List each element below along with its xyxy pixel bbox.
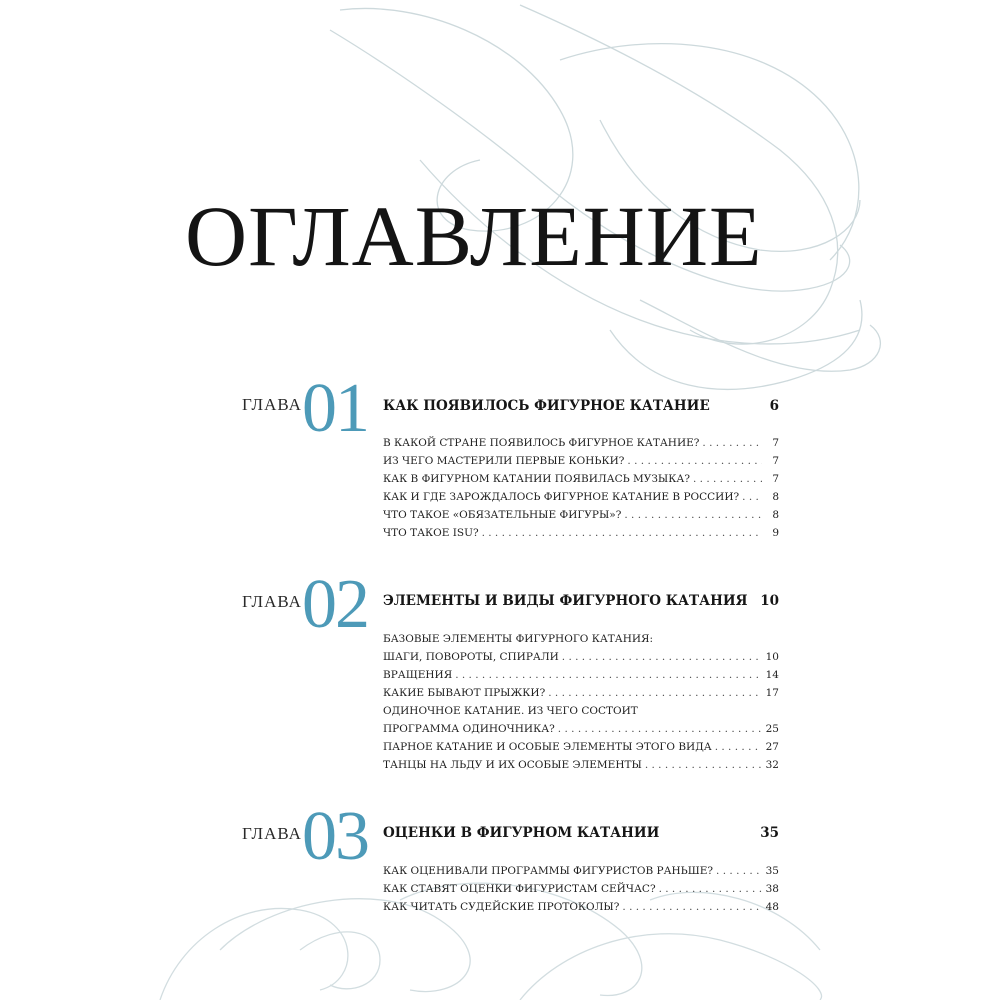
chapter-page-number: 10 (760, 593, 779, 609)
dot-leader (482, 524, 762, 542)
chapter-entries (383, 862, 779, 916)
chapter-number: 01 (302, 370, 368, 447)
toc-entry[interactable] (383, 648, 779, 666)
entry-title: КАК И ГДЕ ЗАРОЖДАЛОСЬ ФИГУРНОЕ КАТАНИЕ В РОССИИ? (383, 491, 740, 503)
entry-page: 9 (772, 527, 779, 539)
dot-leader (693, 470, 762, 488)
chapter-page-number: 35 (760, 825, 779, 841)
entry-page: 10 (765, 651, 779, 663)
chapter-title: КАК ПОЯВИЛОСЬ ФИГУРНОЕ КАТАНИЕ (383, 398, 710, 414)
dot-leader (548, 684, 762, 702)
toc-entry[interactable] (383, 738, 779, 756)
toc-entry[interactable] (383, 524, 779, 542)
toc-entry[interactable] (383, 488, 779, 506)
chapter-label: ГЛАВА (242, 592, 302, 611)
entry-page: 8 (772, 509, 779, 521)
toc-entry[interactable] (383, 470, 779, 488)
entry-title: ОДИНОЧНОЕ КАТАНИЕ. ИЗ ЧЕГО СОСТОИТ (383, 705, 638, 717)
dot-leader (455, 666, 762, 684)
entry-page: 7 (772, 455, 779, 467)
toc-entry[interactable] (383, 434, 779, 452)
toc-entry[interactable] (383, 880, 779, 898)
dot-leader (715, 738, 762, 756)
chapter-page-number: 6 (769, 398, 779, 414)
entry-title: БАЗОВЫЕ ЭЛЕМЕНТЫ ФИГУРНОГО КАТАНИЯ: (383, 633, 654, 645)
entry-page: 14 (765, 669, 779, 681)
entry-title: ИЗ ЧЕГО МАСТЕРИЛИ ПЕРВЫЕ КОНЬКИ? (383, 455, 625, 467)
toc-entry[interactable] (383, 756, 779, 774)
entry-page: 35 (765, 865, 779, 877)
chapter-heading[interactable] (383, 825, 779, 841)
dot-leader (702, 434, 762, 452)
dot-leader (659, 880, 762, 898)
chapter-number: 03 (302, 798, 368, 875)
entry-title: ПРОГРАММА ОДИНОЧНИКА? (383, 723, 555, 735)
entry-title: КАК ОЦЕНИВАЛИ ПРОГРАММЫ ФИГУРИСТОВ РАНЬШЕ? (383, 865, 714, 877)
entry-page: 48 (765, 901, 779, 913)
entry-title: ЧТО ТАКОЕ ISU? (383, 527, 479, 539)
chapter-heading[interactable] (383, 593, 779, 609)
entry-title: ШАГИ, ПОВОРОТЫ, СПИРАЛИ (383, 651, 559, 663)
chapter-label: ГЛАВА (242, 824, 302, 843)
entry-title: КАК СТАВЯТ ОЦЕНКИ ФИГУРИСТАМ СЕЙЧАС? (383, 883, 656, 895)
entry-page: 17 (765, 687, 779, 699)
toc-entry[interactable] (383, 720, 779, 738)
toc-entry-line[interactable] (383, 630, 779, 648)
toc-entry[interactable] (383, 452, 779, 470)
dot-leader (622, 898, 762, 916)
entry-page: 38 (765, 883, 779, 895)
entry-title: ТАНЦЫ НА ЛЬДУ И ИХ ОСОБЫЕ ЭЛЕМЕНТЫ (383, 759, 642, 771)
chapter-heading[interactable] (383, 398, 779, 414)
entry-title: КАК В ФИГУРНОМ КАТАНИИ ПОЯВИЛАСЬ МУЗЫКА? (383, 473, 690, 485)
entry-title: КАКИЕ БЫВАЮТ ПРЫЖКИ? (383, 687, 546, 699)
dot-leader (627, 452, 762, 470)
dot-leader (716, 862, 762, 880)
toc-entry[interactable] (383, 684, 779, 702)
dot-leader (742, 488, 762, 506)
chapter-entries (383, 630, 779, 774)
toc-entry[interactable] (383, 666, 779, 684)
entry-page: 27 (765, 741, 779, 753)
entry-title: ПАРНОЕ КАТАНИЕ И ОСОБЫЕ ЭЛЕМЕНТЫ ЭТОГО ВИДА (383, 741, 712, 753)
dot-leader (558, 720, 762, 738)
page-title: ОГЛАВЛЕНИЕ (185, 188, 763, 284)
toc-entry[interactable] (383, 898, 779, 916)
entry-page: 7 (772, 437, 779, 449)
chapter-entries (383, 434, 779, 542)
entry-page: 25 (765, 723, 779, 735)
dot-leader (562, 648, 762, 666)
entry-page: 32 (765, 759, 779, 771)
entry-title: КАК ЧИТАТЬ СУДЕЙСКИЕ ПРОТОКОЛЫ? (383, 901, 620, 913)
entry-page: 7 (772, 473, 779, 485)
chapter-label: ГЛАВА (242, 395, 302, 414)
chapter-title: ОЦЕНКИ В ФИГУРНОМ КАТАНИИ (383, 825, 660, 841)
entry-title: В КАКОЙ СТРАНЕ ПОЯВИЛОСЬ ФИГУРНОЕ КАТАНИЕ? (383, 437, 700, 449)
entry-title: ВРАЩЕНИЯ (383, 669, 453, 681)
toc-entry[interactable] (383, 506, 779, 524)
chapter-title: ЭЛЕМЕНТЫ И ВИДЫ ФИГУРНОГО КАТАНИЯ (383, 593, 748, 609)
chapter-number: 02 (302, 566, 368, 643)
toc-entry-line[interactable] (383, 702, 779, 720)
dot-leader (624, 506, 762, 524)
entry-title: ЧТО ТАКОЕ «ОБЯЗАТЕЛЬНЫЕ ФИГУРЫ»? (383, 509, 622, 521)
entry-page: 8 (772, 491, 779, 503)
toc-entry[interactable] (383, 862, 779, 880)
dot-leader (645, 756, 762, 774)
